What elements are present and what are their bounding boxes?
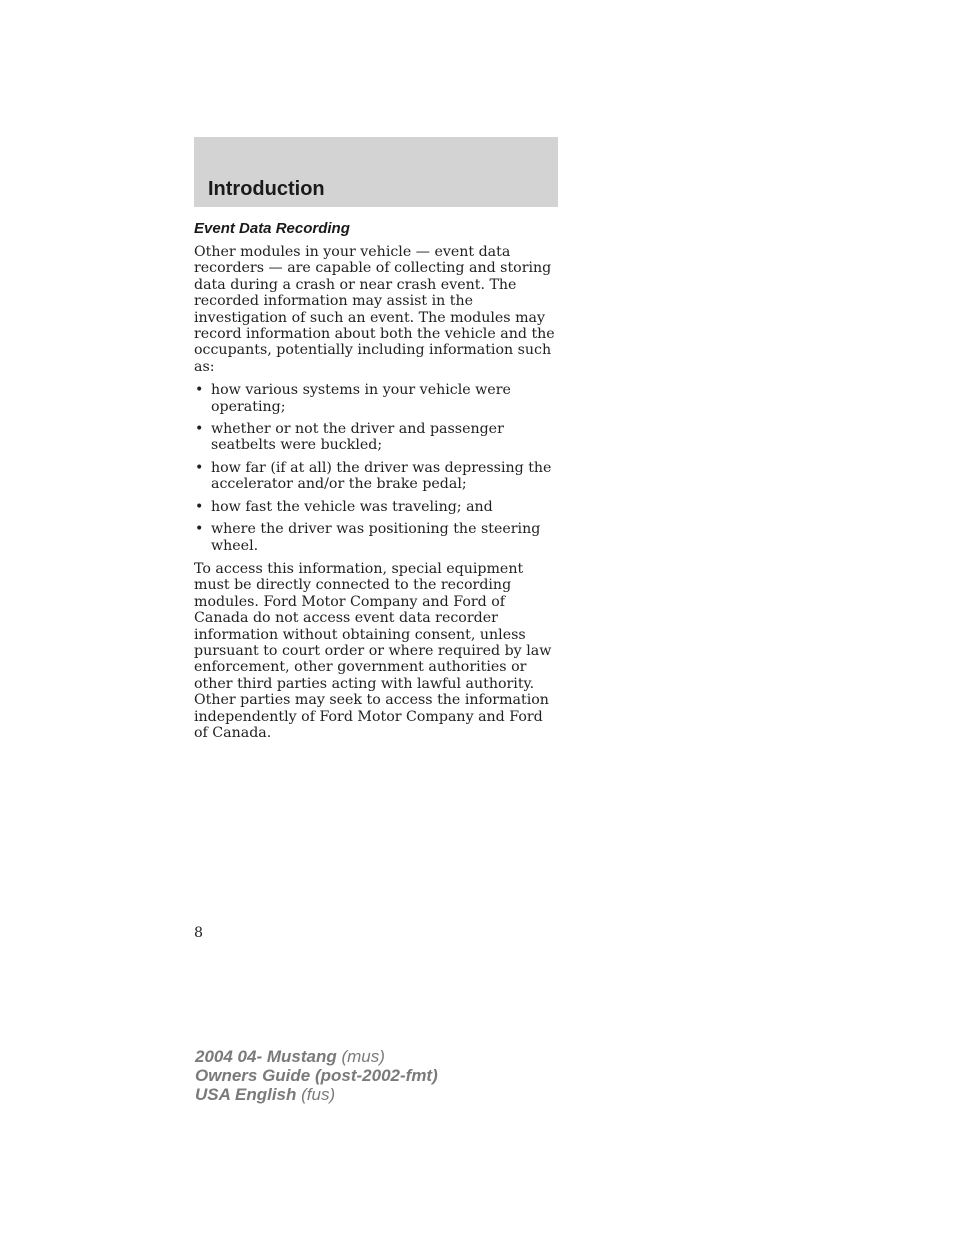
section-header-band [194,137,558,207]
footer-model-code: (mus) [336,1047,385,1066]
bullet-icon: • [195,421,204,438]
list-item-text: how far (if at all) the driver was depressing the accelerator and/or the brake pedal; [211,459,552,493]
document-footer [195,1047,438,1104]
footer-model: 2004 04- Mustang [195,1047,337,1066]
footer-line-language [195,1085,438,1104]
list-item [194,499,558,515]
list-item-text: where the driver was positioning the steering wheel. [211,521,541,554]
list-item-text: whether or not the driver and passenger seatbelts were buckled; [211,421,504,454]
bullet-list [194,382,558,554]
footer-language: USA English [195,1085,297,1104]
page-number: 8 [194,925,204,941]
bullet-icon: • [195,521,204,538]
bullet-icon: • [195,382,204,399]
bullet-icon: • [195,498,204,515]
footer-line-model [195,1047,438,1066]
main-content [194,220,558,741]
footer-guide: Owners Guide (post-2002-fmt) [195,1066,438,1085]
footer-line-guide [195,1066,438,1085]
intro-paragraph: Other modules in your vehicle — event data recorders — are capable of collecting and storing data during a crash or near crash event. The recorded information may assist in the investigation of such an event. The modules may record information about both the vehicle and the occupants, potentially including information such as: [194,244,555,375]
list-item [194,521,558,554]
list-item-text: how various systems in your vehicle were operating; [211,382,511,415]
closing-paragraph: To access this information, special equipment must be directly connected to the recording modules. Ford Motor Company and Ford of Canada do not access event data recorder information without obtaining consent, unless pursuant to court order or where required by law enforcement, other government authorities or other third parties acting with lawful authority. Other parties may seek to access the information independently of Ford Motor Company and Ford of Canada. [194,560,552,741]
list-item [194,421,558,454]
list-item [194,460,558,493]
list-item [194,382,558,415]
bullet-icon: • [195,459,204,476]
footer-language-code: (fus) [296,1085,336,1104]
list-item-text: how fast the vehicle was traveling; and [211,498,493,515]
section-heading: Event Data Recording [194,220,350,237]
page-title: Introduction [208,178,325,200]
